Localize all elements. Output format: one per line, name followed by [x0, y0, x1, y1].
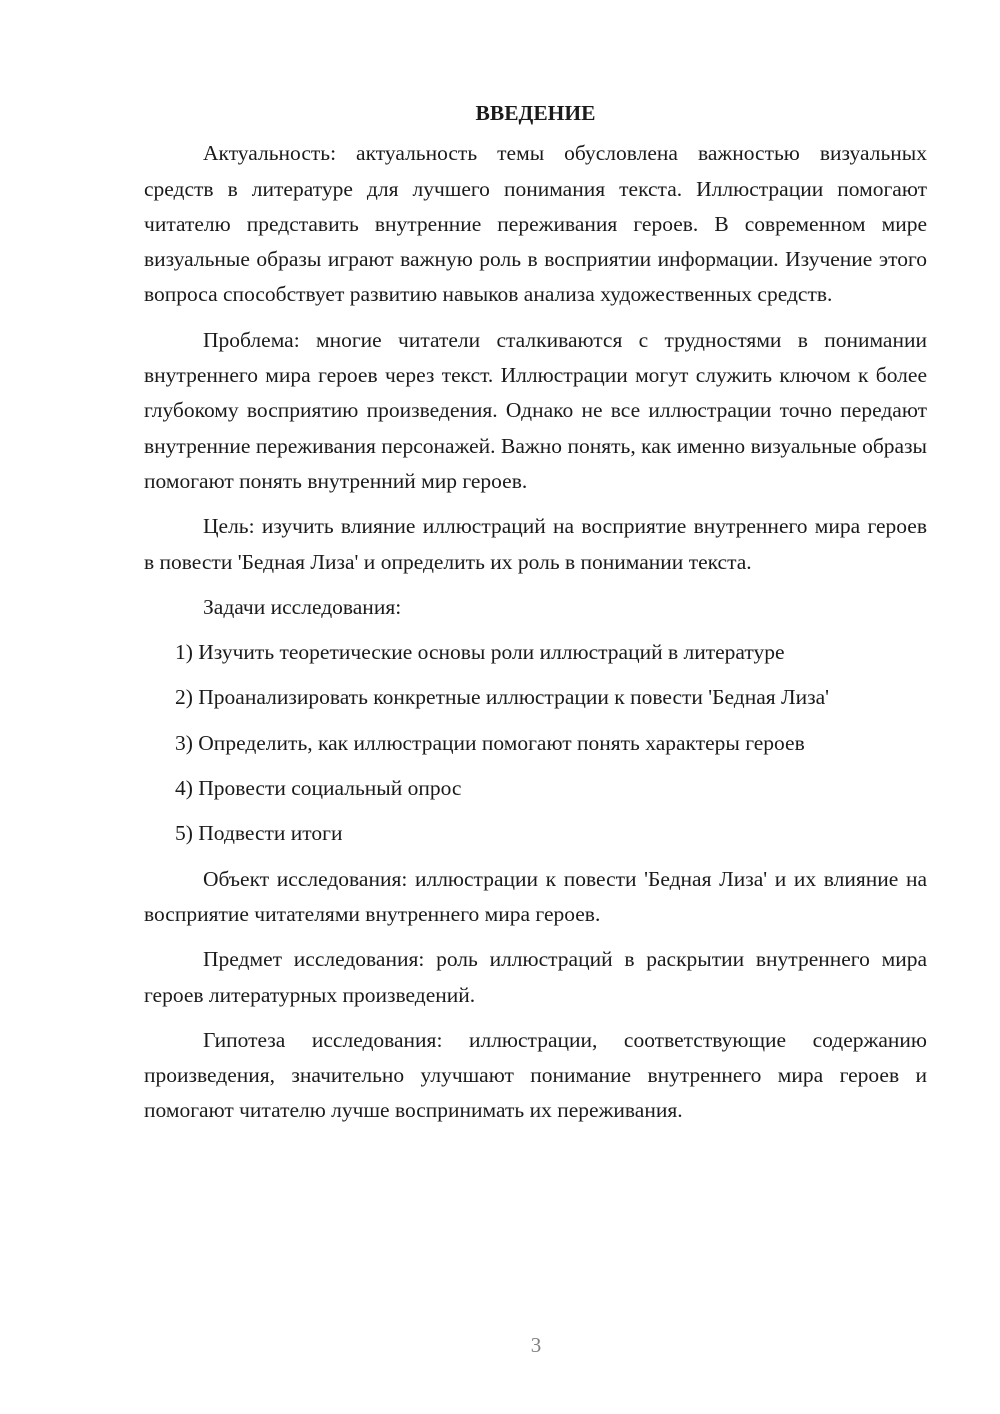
tasks-heading: Задачи исследования:: [203, 594, 402, 619]
task-item-1: 1) Изучить теоретические основы роли иллюстраций в литературе: [175, 640, 785, 665]
task-item-3: 3) Определить, как иллюстрации помогают понять характеры героев: [175, 730, 805, 755]
document-page: [144, 96, 927, 1139]
task-item-4: 4) Провести социальный опрос: [175, 776, 462, 801]
hypothesis-paragraph: Гипотеза исследования: иллюстрации, соответствующие содержанию произведения, значительно улучшают понимание внутреннего мира героев и помогают читателю лучше воспринимать их переживания.: [144, 1027, 927, 1123]
page-number: 3: [530, 1333, 542, 1357]
goal-paragraph: Цель: изучить влияние иллюстраций на восприятие внутреннего мира героев в повести 'Бедная Лиза' и определить их роль в понимании текста.: [144, 514, 927, 574]
subject-paragraph: Предмет исследования: роль иллюстраций в раскрытии внутреннего мира героев литературных произведений.: [144, 947, 927, 1007]
section-title: ВВЕДЕНИЕ: [475, 101, 596, 125]
relevance-paragraph: Актуальность: актуальность темы обусловлена важностью визуальных средств в литературе для лучшего понимания текста. Иллюстрации помогают читателю представить внутренние переживания героев. В современном мире визуальные образы играют важную роль в восприятии информации. Изучение этого вопроса способствует развитию навыков анализа художественных средств.: [144, 141, 927, 307]
problem-paragraph: Проблема: многие читатели сталкиваются с трудностями в понимании внутреннего мира героев через текст. Иллюстрации могут служить ключом к более глубокому восприятию произведения. Однако не все иллюстрации точно передают внутренние переживания персонажей. Важно понять, как именно визуальные образы помогают понять внутренний мир героев.: [144, 327, 927, 493]
task-item-2: 2) Проанализировать конкретные иллюстрации к повести 'Бедная Лиза': [175, 685, 830, 710]
object-paragraph: Объект исследования: иллюстрации к повести 'Бедная Лиза' и их влияние на восприятие читателями внутреннего мира героев.: [144, 866, 927, 926]
task-item-5: 5) Подвести итоги: [175, 821, 343, 846]
